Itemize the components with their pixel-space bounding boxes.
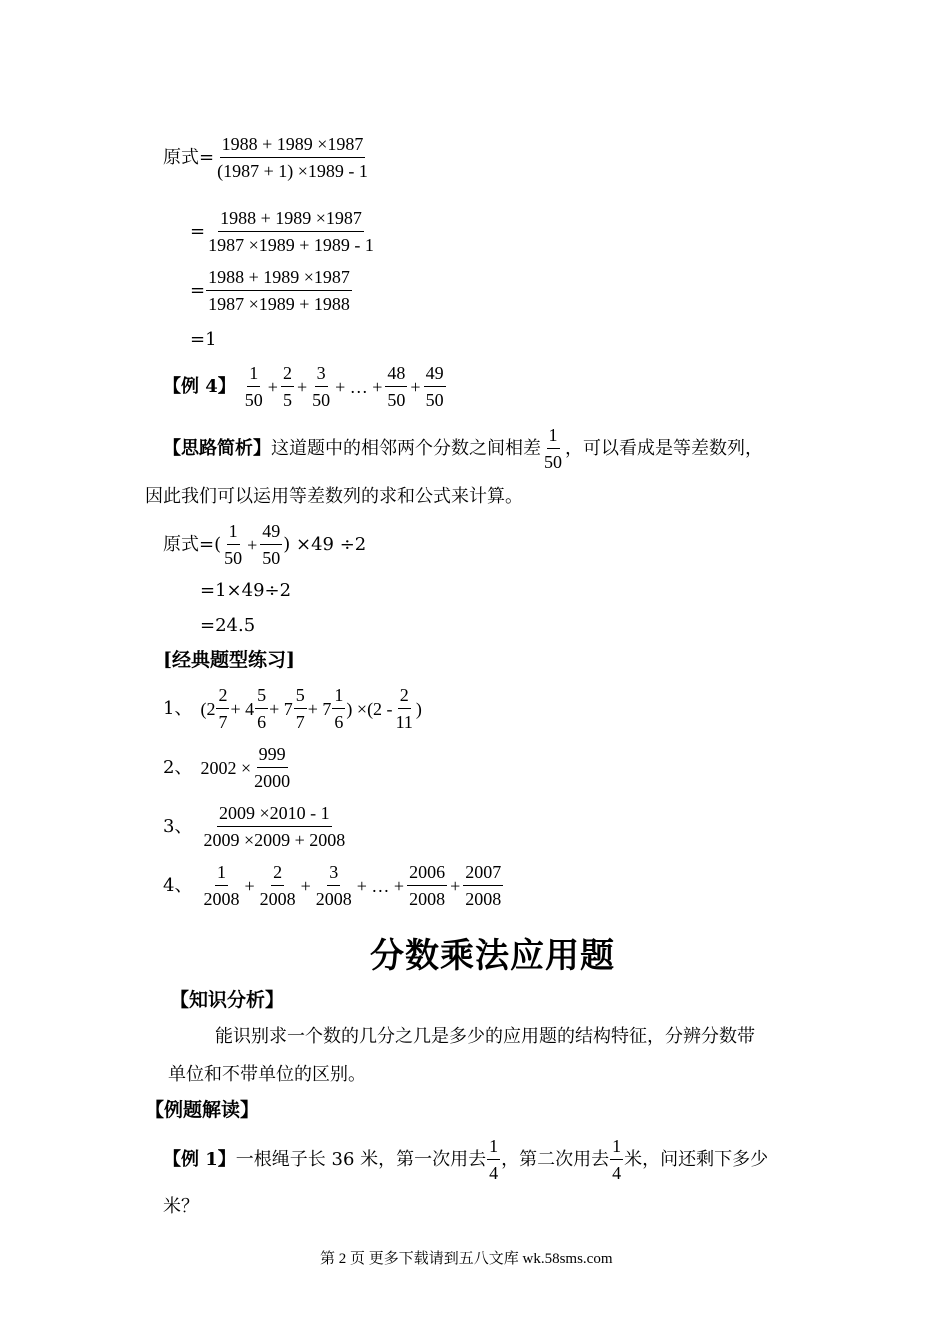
expr-part: + 7 [269,698,293,719]
num: 1 [332,685,345,709]
expr-part: (2 [200,698,216,719]
num: 2 [398,685,411,709]
den: 2000 [254,771,291,791]
num: 2 [281,363,294,387]
label-yuanshi: 原式= [163,146,215,168]
num: 999 [257,744,288,768]
fraction [222,521,244,568]
fraction [407,862,447,909]
example-1-label: 【例 1】 [163,1148,236,1170]
num: 1 [547,425,560,449]
fraction-step1 [215,134,370,181]
analysis-text-cont: ，可以看成是等差数列， [565,437,763,459]
fraction [610,1136,623,1183]
fraction [216,685,229,732]
analysis-label: 【思路简析】 [163,437,271,459]
ellipsis: + … + [356,875,405,896]
den: 50 [262,548,281,568]
den: 6 [257,712,267,732]
fraction-numerator: 1988 + 1989 ×1987 [206,267,352,291]
den: 2009 ×2009 + 2008 [203,830,346,850]
solution-step2: =24.5 [200,615,256,636]
den: 50 [387,390,406,410]
fraction [332,685,345,732]
fraction [394,685,415,732]
den: 6 [334,712,344,732]
num: 1 [610,1136,623,1160]
example-1 [163,1136,768,1183]
fraction-step3 [206,267,352,314]
ellipsis: + … + [335,376,383,397]
example-1-line2: 米？ [163,1196,199,1217]
num: 1 [215,862,228,886]
den: 11 [395,712,413,732]
num: 2007 [463,862,503,886]
example-1-text-mid: ，第二次用去 [501,1148,610,1170]
num: 5 [294,685,307,709]
practice-4 [163,862,504,909]
step-3 [190,267,353,314]
den: 7 [218,712,228,732]
practice-1 [163,685,422,732]
num: 3 [315,363,328,387]
fraction [310,363,332,410]
expr-part: 2002 × [200,757,252,778]
step-original [163,134,371,181]
step-2 [190,208,377,255]
knowledge-label: 【知识分析】 [170,989,285,1011]
expr-part: + 4 [230,698,255,719]
fraction [424,363,446,410]
solution-suffix: ) ×49 ÷2 [283,533,367,555]
practice-heading: [经典题型练习] [163,649,295,671]
page-footer: 第 2 页 更多下载请到五八文库 wk.58sms.com [320,1251,613,1267]
plus: + [410,376,421,397]
example-4-label: 【例 4】 [163,375,236,397]
den: 5 [282,390,292,410]
fraction [201,803,347,850]
fraction [252,744,292,791]
equals-sign: = [190,220,206,242]
fraction [385,363,407,410]
den: 2008 [259,889,296,909]
analysis-line2: 因此我们可以运用等差数列的求和公式来计算。 [145,486,523,507]
den: 7 [295,712,305,732]
den: 50 [544,452,562,472]
plus: + [300,875,311,896]
solution-step1: =1×49÷2 [200,580,292,601]
expr-part: ) [415,698,422,719]
knowledge-line1: 能识别求一个数的几分之几是多少的应用题的结构特征，分辨分数带 [215,1026,755,1047]
den: 50 [244,390,263,410]
den: 50 [425,390,444,410]
num: 1 [227,521,240,545]
num: 2006 [407,862,447,886]
num: 2009 ×2010 - 1 [217,803,332,827]
section-title: 分数乘法应用题 [370,936,615,976]
example-1-text-end: 米，问还剩下多少 [624,1148,769,1170]
practice-2 [163,744,293,791]
num: 1 [487,1136,500,1160]
analysis-paragraph [163,425,763,472]
plus: + [247,534,258,555]
num: 2 [216,685,229,709]
index: 3、 [163,815,193,837]
solution-4 [163,521,366,568]
fraction-step2 [206,208,376,255]
example-1-text: 一根绳子长 36 米，第一次用去 [235,1148,487,1170]
fraction [281,363,294,410]
fraction [255,685,268,732]
fraction [243,363,265,410]
analysis-text: 这道题中的相邻两个分数之间相差 [271,437,541,459]
fraction [463,862,503,909]
index: 4、 [163,874,193,896]
fraction [260,521,282,568]
fraction-denominator: 1987 ×1989 + 1988 [208,294,350,314]
num: 48 [385,363,407,387]
knowledge-line2: 单位和不带单位的区别。 [168,1064,366,1085]
fraction [258,862,298,909]
num: 3 [327,862,340,886]
plus: + [450,875,461,896]
expr-part: + 7 [307,698,332,719]
expr-part: ) ×(2 - [346,698,393,719]
fraction [542,425,564,472]
index: 1、 [163,697,193,719]
plus: + [296,376,308,397]
fraction-numerator: 1988 + 1989 ×1987 [218,208,364,232]
num: 49 [260,521,282,545]
fraction-denominator: (1987 + 1) ×1989 - 1 [217,161,368,181]
plus: + [267,376,278,397]
plus: + [244,875,255,896]
den: 2008 [409,889,446,909]
index: 2、 [163,756,193,778]
fraction [294,685,307,732]
den: 4 [489,1163,499,1183]
num: 1 [247,363,260,387]
den: 2008 [465,889,502,909]
fraction-numerator: 1988 + 1989 ×1987 [220,134,366,158]
solution-prefix: 原式=( [163,533,222,555]
step-result: =1 [190,329,217,350]
equals-sign: = [190,279,206,301]
den: 50 [312,390,331,410]
examples-label: 【例题解读】 [145,1099,260,1121]
fraction [201,862,241,909]
fraction-denominator: 1987 ×1989 + 1989 - 1 [208,235,374,255]
example-4 [163,363,447,410]
den: 2008 [315,889,352,909]
fraction [314,862,354,909]
practice-3 [163,803,348,850]
num: 5 [255,685,268,709]
fraction [487,1136,500,1183]
den: 50 [224,548,243,568]
den: 4 [612,1163,622,1183]
den: 2008 [203,889,240,909]
num: 2 [271,862,284,886]
num: 49 [424,363,446,387]
